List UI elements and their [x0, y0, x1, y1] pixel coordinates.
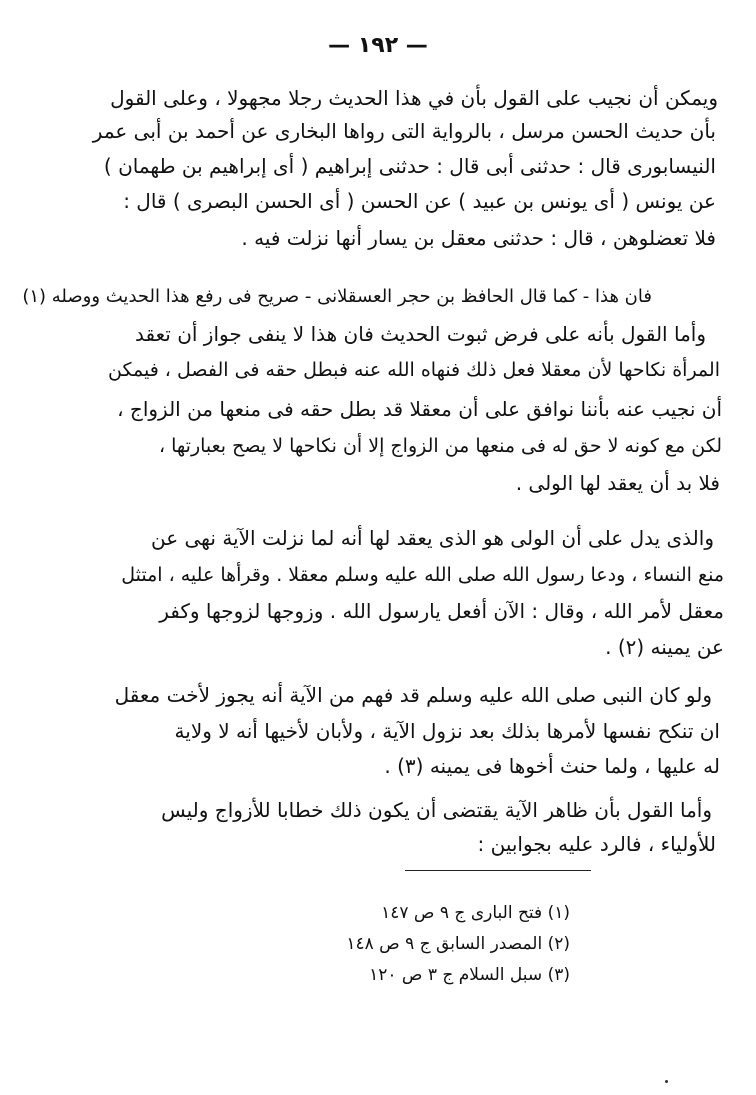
text-line: منع النساء ، ودعا رسول الله صلى الله عليه وسلم معقلا . وقرأها عليه ، امتثل: [121, 564, 724, 586]
footnote: (٣) سبل السلام ج ٣ ص ١٢٠: [369, 965, 570, 985]
text-line: المرأة نكاحها لأن معقلا فعل ذلك فنهاه الله عنه فبطل حقه فى الفصل ، فيمكن: [108, 359, 720, 381]
text-line: فلا بد أن يعقد لها الولى .: [515, 471, 720, 495]
text-line: وأما القول بأن ظاهر الآية يقتضى أن يكون ذلك خطابا للأزواج وليس: [161, 798, 712, 822]
text-line: معقل لأمر الله ، وقال : الآن أفعل يارسول الله . وزوجها لزوجها وكفر: [159, 599, 724, 623]
text-line: النيسابورى قال : حدثنى أبى قال : حدثنى إبراهيم ( أى إبراهيم بن طهمان ): [103, 154, 716, 178]
footnote: (٢) المصدر السابق ج ٩ ص ١٤٨: [346, 934, 570, 954]
text-line: أن نجيب عنه بأننا نوافق على أن معقلا قد بطل حقه فى منعها من الزواج ،: [117, 397, 722, 421]
footnote: (١) فتح البارى ج ٩ ص ١٤٧: [381, 903, 570, 923]
text-line: بأن حديث الحسن مرسل ، بالرواية التى رواها البخارى عن أحمد بن أبى عمر: [92, 119, 716, 143]
text-line: ويمكن أن نجيب على القول بأن في هذا الحديث رجلا مجهولا ، وعلى القول: [110, 86, 718, 110]
text-line: ان تنكح نفسها لأمرها بذلك بعد نزول الآية ، ولأبان لأخيها أنه لا ولاية: [174, 719, 720, 743]
footnote-separator: [405, 870, 591, 871]
text-line: للأولياء ، فالرد عليه بجوابين :: [477, 832, 716, 856]
text-line: فلا تعضلوهن ، قال : حدثنى معقل بن يسار أنها نزلت فيه .: [241, 226, 716, 250]
text-line: عن يمينه (٢) .: [605, 635, 724, 659]
page-number: — ١٩٢ —: [328, 33, 428, 58]
text-line: وأما القول بأنه على فرض ثبوت الحديث فان هذا لا ينفى جواز أن تعقد: [135, 322, 706, 346]
text-line: فان هذا - كما قال الحافظ بن حجر العسقلانى - صريح فى رفع هذا الحديث ووصله (١): [22, 286, 652, 307]
text-line: ولو كان النبى صلى الله عليه وسلم قد فهم من الآية أنه يجوز لأخت معقل: [114, 683, 712, 707]
scan-speck: [665, 1080, 668, 1083]
text-line: عن يونس ( أى يونس بن عبيد ) عن الحسن ( أى الحسن البصرى ) قال :: [123, 189, 716, 213]
text-line: والذى يدل على أن الولى هو الذى يعقد لها أنه لما نزلت الآية نهى عن: [151, 526, 714, 550]
text-line: له عليها ، ولما حنث أخوها فى يمينه (٣) .: [384, 754, 720, 778]
text-line: لكن مع كونه لا حق له فى منعها من الزواج إلا أن نكاحها لا يصح بعبارتها ،: [158, 435, 722, 457]
